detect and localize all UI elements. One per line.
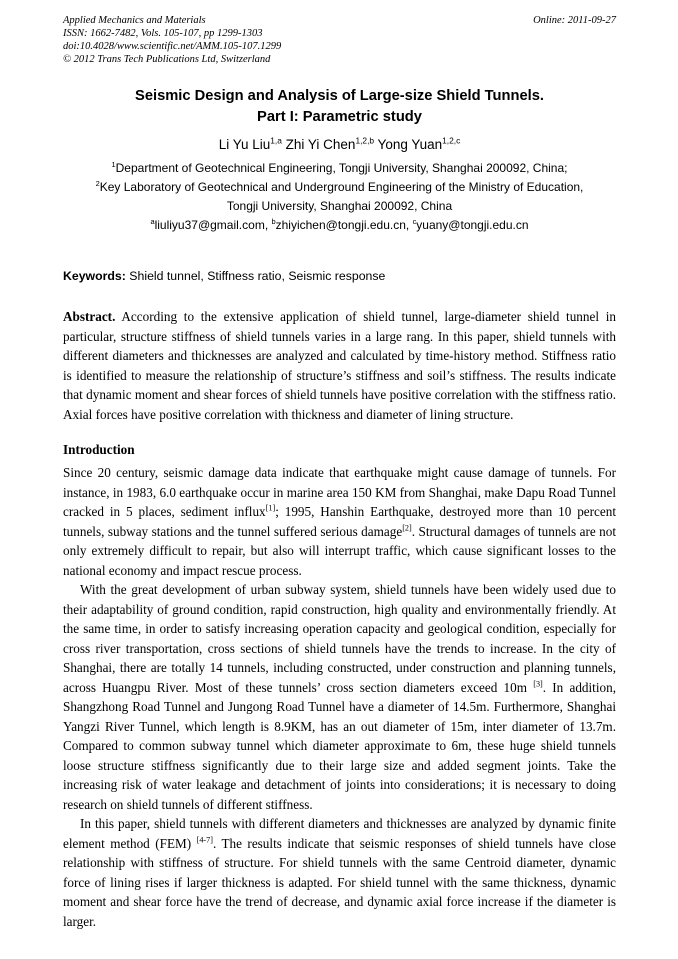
keywords-text: Shield tunnel, Stiffness ratio, Seismic response <box>125 269 386 283</box>
intro-paragraph-1: Since 20 century, seismic damage data indicate that earthquake might cause damage of tunnels. For instance, in 1983, 6.0 earthquake occur in marine area 150 KM from Shanghai, make Dapu Road Tunnel cracked in 5 places, sediment influx[1]; 1995, Hanshin Earthquake, destroyed more than 10 percent tunnels, subway stations and the tunnel suffered serious damage[2]. Structural damages of tunnels are not only extremely difficult to repair, but also will interrupt traffic, which cause significant losses to the national economy and impact rescue process. <box>63 465 617 578</box>
paper-title <box>63 86 616 128</box>
journal-copyright-line: © 2012 Trans Tech Publications Ltd, Switzerland <box>63 54 271 65</box>
journal-info-block <box>63 14 281 66</box>
affiliation-1: $^1$Department of Geotechnical Engineering, Tongji University, Shanghai 200092, China; <box>111 160 568 175</box>
paper-title-line1: Seismic Design and Analysis of Large-size Shield Tunnels. <box>135 88 544 104</box>
affiliation-2-line1: $^2$Key Laboratory of Geotechnical and Underground Engineering of the Ministry of Education, <box>95 179 584 194</box>
authors-line: Li Yu Liu$^{1,a}$ Zhi Yi Chen$^{1,2,b}$ Yong Yuan$^{1,2,c}$ <box>218 135 461 152</box>
paper-title-line2: Part I: Parametric study <box>257 109 422 125</box>
section-heading-introduction: Introduction <box>63 442 135 457</box>
abstract-paragraph <box>63 307 616 424</box>
abstract-text: According to the extensive application of shield tunnel, large-diameter shield tunnel in particular, structure stiffness of shield tunnels varies in a large rang. In this paper, shield tunnels with different diameters and thicknesses are analyzed and calculated by time-history method. Stiffness ratio is identified to measure the relationship of structure’s stiffness and soil’s stiffness. The results indicate that dynamic moment and shear forces of shield tunnels have positive correlation with the stiffness ratio. Axial forces have positive correlation with thickness and diameter of lining structure. <box>63 309 616 422</box>
keywords-label: Keywords: <box>63 269 126 283</box>
author-emails: $^a$liuliyu37@gmail.com, $^b$zhiyichen@tongji.edu.cn, $^c$yuany@tongji.edu.cn <box>150 217 529 232</box>
intro-paragraph-3: In this paper, shield tunnels with different diameters and thicknesses are analyzed by dynamic finite element method (FEM) [4-7]. The results indicate that seismic responses of shield tunnels have close relationship with stiffness of structure. For shield tunnels with the same Centroid diameter, dynamic force of lining rises if larger thickness is adapted. For shield tunnel with the same thickness, dynamic moment and shear force have the trend of decrease, and dynamic axial force increase if the diameter is larger. <box>63 816 616 929</box>
online-date: Online: 2011-09-27 <box>533 15 616 26</box>
affiliation-2-line2: Tongji University, Shanghai 200092, China <box>226 199 453 213</box>
journal-issn-line: ISSN: 1662-7482, Vols. 105-107, pp 1299-1303 <box>63 28 263 39</box>
affiliations-block <box>63 159 616 235</box>
journal-name: Applied Mechanics and Materials <box>63 15 206 26</box>
abstract-label: Abstract. <box>63 309 116 324</box>
journal-doi-line: doi:10.4028/www.scientific.net/AMM.105-107.1299 <box>63 41 282 52</box>
intro-paragraph-2: With the great development of urban subway system, shield tunnels have been widely used due to their adaptability of ground condition, rapid construction, high quality and environmentally friendly. At the same time, in order to satisfy increasing operation capacity and geological condition, especially for cross river transportation, cross sections of shield tunnels have the trends to increase. In the city of Shanghai, there are totally 14 tunnels, including constructed, under construction and planning tunnels, across Huangpu River. Most of these tunnels’ cross section diameters exceed 10m [3]. In addition, Shangzhong Road Tunnel and Jungong Road Tunnel have a diameter of 14.5m. Furthermore, Shanghai Yangzi River Tunnel, which length is 8.9KM, has an out diameter of 15m, inter diameter of 13.7m. Compared to common subway tunnel which diameter approximate to 6m, these huge shield tunnels loose structure stiffness significantly due to their large size and added segment joints. Take the increasing risk of water leakage and detachment of joints into considerations; it is necessary to doing research on shield tunnels of different stiffness. <box>63 582 616 812</box>
keywords-line <box>63 268 616 284</box>
journal-header <box>63 14 616 66</box>
